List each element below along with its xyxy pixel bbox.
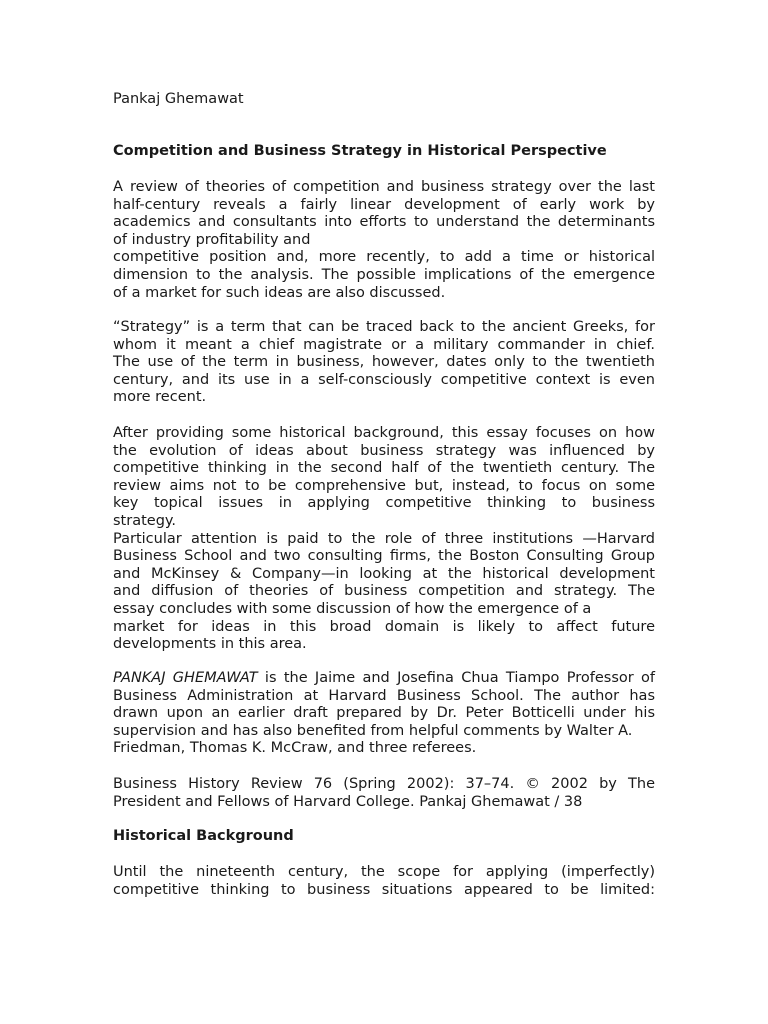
text-line: Business School and two consulting firms, the Boston Consulting Group	[113, 548, 655, 565]
text-line: half-century reveals a fairly linear development of early work by	[113, 196, 655, 213]
section-paragraph	[113, 864, 655, 899]
strategy-paragraph	[113, 319, 655, 407]
text-line: market for ideas in this broad domain is likely to affect future	[113, 618, 655, 635]
text-line: academics and consultants into efforts to understand the determinants	[113, 214, 655, 231]
text-line: whom it meant a chief magistrate or a military commander in chief.	[113, 336, 655, 353]
text-line: review aims not to be comprehensive but, instead, to focus on some	[113, 477, 655, 494]
bio-first-line-text: is the Jaime and Josefina Chua Tiampo Professor of	[257, 670, 655, 686]
focus-paragraph	[113, 425, 655, 654]
text-line: President and Fellows of Harvard College. Pankaj Ghemawat / 38	[113, 793, 583, 810]
text-line: drawn upon an earlier draft prepared by Dr. Peter Botticelli under his	[113, 705, 655, 722]
text-line: Particular attention is paid to the role of three institutions —Harvard	[113, 530, 655, 547]
text-line: supervision and has also benefited from helpful comments by Walter A.	[113, 722, 633, 739]
text-line: Business History Review 76 (Spring 2002): 37–74. © 2002 by The	[113, 776, 655, 792]
text-line: “Strategy” is a term that can be traced back to the ancient Greeks, for	[113, 319, 655, 335]
text-line: strategy.	[113, 512, 177, 529]
text-line	[113, 670, 655, 688]
text-line: competitive thinking to business situations appeared to be limited:	[113, 881, 655, 898]
text-line: After providing some historical background, this essay focuses on how	[113, 425, 655, 441]
text-line: more recent.	[113, 389, 207, 406]
text-line: century, and its use in a self-consciously competitive context is even	[113, 371, 655, 388]
text-line: Business Administration at Harvard Business School. The author has	[113, 687, 655, 704]
text-line: of industry profitability and	[113, 231, 311, 248]
text-line: Until the nineteenth century, the scope for applying (imperfectly)	[113, 864, 655, 880]
text-line: key topical issues in applying competitive thinking to business	[113, 495, 655, 512]
text-line: competitive position and, more recently, to add a time or historical	[113, 249, 655, 266]
text-line: of a market for such ideas are also discussed.	[113, 284, 446, 301]
text-line: dimension to the analysis. The possible implications of the emergence	[113, 266, 655, 283]
section-heading: Historical Background	[113, 828, 294, 844]
author-name: Pankaj Ghemawat	[113, 91, 244, 107]
abstract-paragraph	[113, 179, 655, 302]
citation-paragraph	[113, 776, 655, 811]
text-line: essay concludes with some discussion of how the emergence of a	[113, 600, 592, 617]
author-bio-paragraph	[113, 670, 655, 758]
paper-title: Competition and Business Strategy in Historical Perspective	[113, 143, 607, 159]
text-line: developments in this area.	[113, 636, 307, 653]
text-line: The use of the term in business, however, dates only to the twentieth	[113, 354, 655, 371]
author-name-italic: PANKAJ GHEMAWAT	[113, 670, 258, 686]
text-line: Friedman, Thomas K. McCraw, and three referees.	[113, 740, 477, 757]
text-line: the evolution of ideas about business strategy was influenced by	[113, 442, 655, 459]
text-line: competitive thinking in the second half of the twentieth century. The	[113, 460, 655, 477]
text-line: and diffusion of theories of business competition and strategy. The	[113, 583, 655, 600]
text-line: and McKinsey & Company—in looking at the historical development	[113, 565, 655, 582]
text-line: A review of theories of competition and business strategy over the last	[113, 179, 655, 195]
